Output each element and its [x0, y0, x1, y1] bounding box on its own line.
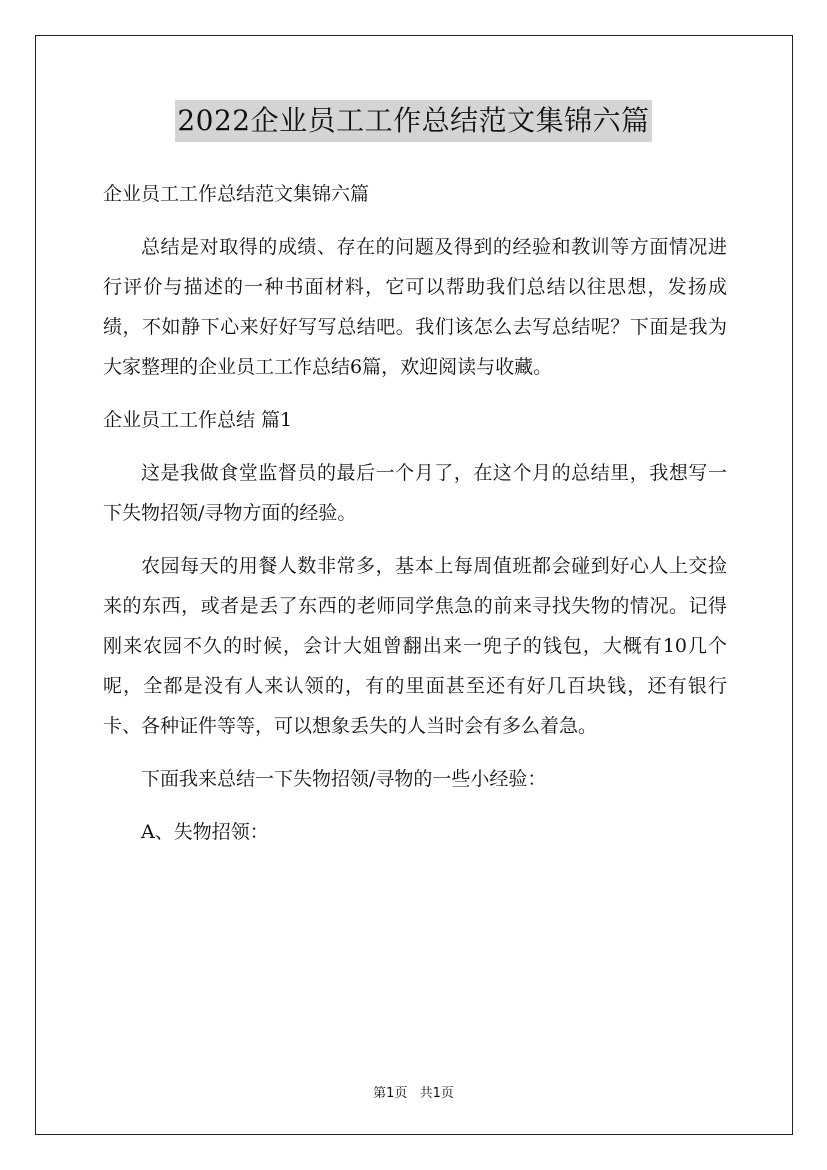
page-footer [0, 1082, 827, 1101]
body-paragraph-4: A、失物招领： [141, 821, 269, 843]
page-number: 第1页 [373, 1086, 408, 1101]
body-paragraph-3: 下面我来总结一下失物招领/寻物的一些小经验： [141, 768, 547, 790]
document-body [103, 174, 727, 865]
page-total: 共1页 [419, 1086, 454, 1101]
intro-paragraph: 总结是对取得的成绩、存在的问题及得到的经验和教训等方面情况进行评价与描述的一种书面材料，它可以帮助我们总结以往思想，发扬成绩，不如静下心来好好写写总结吧。我们该怎么去写总结呢？下面是我为大家整理的企业员工工作总结6篇，欢迎阅读与收藏。 [103, 236, 727, 378]
section-heading: 企业员工工作总结 篇1 [103, 409, 293, 431]
body-paragraph-1: 这是我做食堂监督员的最后一个月了，在这个月的总结里，我想写一下失物招领/寻物方面的经验。 [103, 462, 727, 524]
document-title: 2022企业员工工作总结范文集锦六篇 [175, 100, 651, 142]
document-subtitle: 企业员工工作总结范文集锦六篇 [103, 183, 370, 205]
title-container [0, 100, 827, 142]
body-paragraph-2: 农园每天的用餐人数非常多，基本上每周值班都会碰到好心人上交捡来的东西，或者是丢了东西的老师同学焦急的前来寻找失物的情况。记得刚来农园不久的时候，会计大姐曾翻出来一兜子的钱包，大概有10几个呢，全都是没有人来认领的，有的里面甚至还有好几百块钱，还有银行卡、各种证件等等，可以想象丢失的人当时会有多么着急。 [103, 555, 727, 737]
